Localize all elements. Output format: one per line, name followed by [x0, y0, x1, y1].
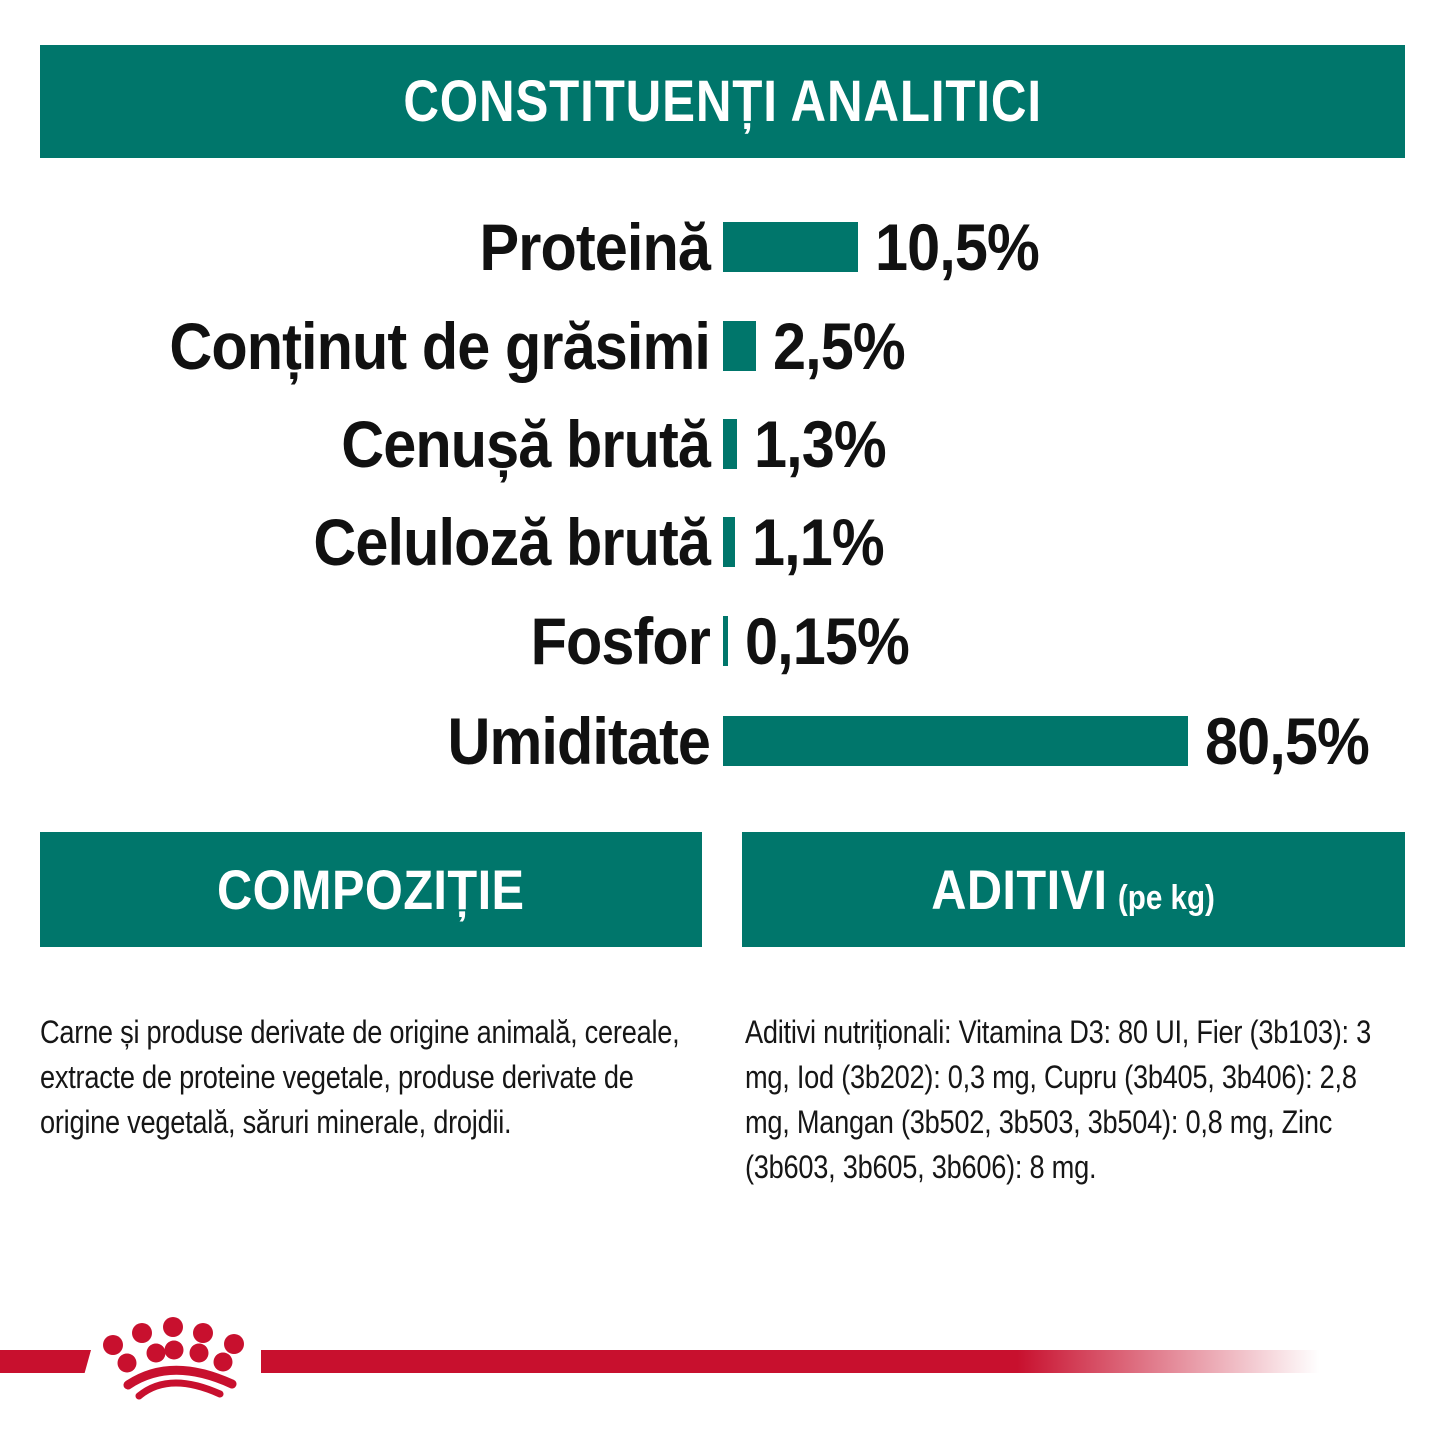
bar-label: Umiditate [447, 704, 710, 778]
bar-protein [723, 222, 858, 272]
bar-label: Conținut de grăsimi [169, 309, 711, 383]
composition-title: COMPOZIȚIE [217, 858, 525, 921]
chart-row-fat [40, 297, 919, 395]
bar-label: Celuloză brută [313, 505, 710, 579]
bar-label: Cenușă brută [341, 407, 710, 481]
analytical-constituents-header [40, 45, 1405, 158]
composition-header [40, 832, 702, 947]
bar-phosphorus [723, 616, 728, 666]
additives-title: ADITIVI [931, 858, 1108, 921]
royal-canin-crown-icon [95, 1310, 250, 1410]
analytical-constituents-title: CONSTITUENȚI ANALITICI [403, 69, 1042, 134]
brand-stripe-left [0, 1350, 91, 1373]
bar-value: 1,3% [754, 407, 886, 481]
bar-value: 80,5% [1205, 704, 1369, 778]
chart-row-phosphorus [40, 592, 927, 690]
bar-fat [723, 321, 756, 371]
chart-row-fibre [40, 493, 898, 591]
chart-row-protein [40, 198, 1057, 296]
bar-label: Fosfor [530, 604, 710, 678]
bar-value: 0,15% [745, 604, 909, 678]
additives-title-note: (pe kg) [1118, 879, 1216, 917]
chart-row-ash [40, 395, 900, 493]
bar-value: 2,5% [773, 309, 905, 383]
bar-moisture [723, 716, 1188, 766]
additives-text: Aditivi nutriționali: Vitamina D3: 80 UI, Fier (3b103): 3 mg, Iod (3b202): 0,3 mg, Cupru (3b405, 3b406): 2,8 mg, Mangan (3b502, 3b503, 3b504): 0,8 mg, Zinc (3b603, 3b605, 3b606): 8 mg. [745, 1014, 1371, 1185]
bar-value: 1,1% [752, 505, 884, 579]
bar-ash [723, 419, 737, 469]
chart-row-moisture [40, 692, 1387, 790]
bar-value: 10,5% [875, 210, 1039, 284]
composition-text: Carne și produse derivate de origine animală, cereale, extracte de proteine vegetale, produse derivate de origine vegetală, săruri minerale, drojdii. [40, 1014, 680, 1140]
additives-header [742, 832, 1405, 947]
brand-stripe-right [261, 1350, 1341, 1373]
bar-label: Proteină [479, 210, 710, 284]
bar-fibre [723, 517, 735, 567]
